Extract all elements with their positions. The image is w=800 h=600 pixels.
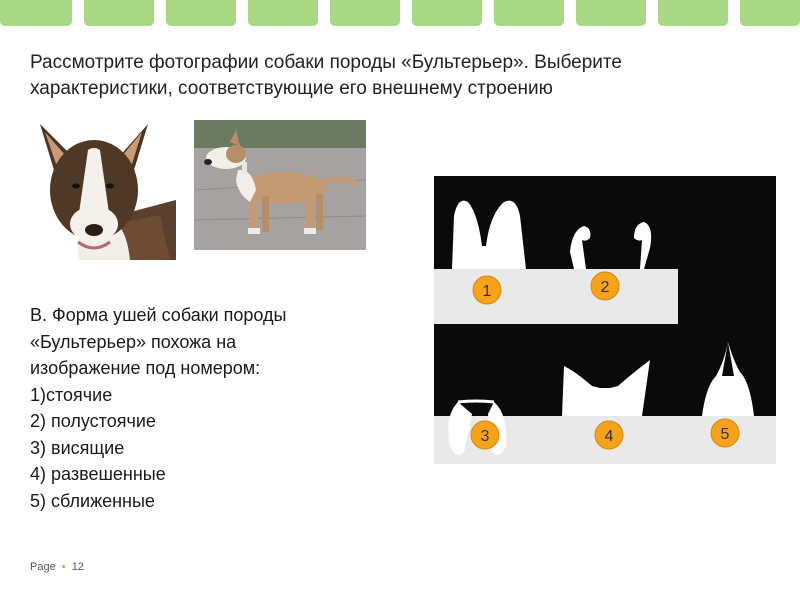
question-text: «Бультерьер» похожа на bbox=[30, 331, 237, 352]
title-line-2: характеристики, соответствующие его внешнему строению bbox=[30, 78, 553, 99]
top-decorative-bar bbox=[0, 0, 800, 30]
top-tab bbox=[576, 0, 646, 26]
top-tab bbox=[658, 0, 728, 26]
answer-option-2: 2) полустоячие bbox=[30, 411, 156, 431]
answer-option-4: 4) развешенные bbox=[30, 464, 166, 484]
ear-shapes-svg bbox=[434, 176, 776, 464]
answer-option-3: 3) висящие bbox=[30, 437, 125, 458]
page-separator: • bbox=[61, 561, 66, 573]
svg-text:5: 5 bbox=[720, 426, 730, 443]
ear-shapes-figure bbox=[434, 176, 776, 464]
ear-label-1 bbox=[473, 276, 501, 304]
bull-terrier-standing-photo bbox=[194, 120, 366, 250]
title-line-1: Рассмотрите фотографии собаки породы «Бультерьер». Выберите bbox=[30, 52, 622, 73]
ear-label-5 bbox=[711, 419, 739, 447]
svg-text:2: 2 bbox=[600, 279, 610, 296]
answer-option-1: 1)стоячие bbox=[30, 384, 113, 405]
answer-option-5: 5) сближенные bbox=[30, 490, 155, 511]
top-tab bbox=[740, 0, 800, 26]
page-footer bbox=[30, 561, 84, 573]
ear-label-3 bbox=[471, 421, 499, 449]
top-tab bbox=[84, 0, 154, 26]
page-number: 12 bbox=[71, 561, 84, 573]
question-text: изображение под номером: bbox=[30, 358, 261, 378]
svg-text:3: 3 bbox=[480, 428, 490, 445]
question-block bbox=[30, 302, 380, 514]
top-tab bbox=[248, 0, 318, 26]
slide-title bbox=[30, 50, 770, 102]
top-tab bbox=[330, 0, 400, 26]
bull-terrier-head-photo bbox=[30, 120, 176, 260]
svg-text:1: 1 bbox=[482, 283, 492, 300]
top-tab bbox=[412, 0, 482, 26]
ear-label-4 bbox=[595, 421, 623, 449]
top-tab bbox=[494, 0, 564, 26]
ear-label-2 bbox=[591, 272, 619, 300]
page-label: Page bbox=[30, 561, 56, 573]
top-tab bbox=[0, 0, 72, 26]
svg-text:4: 4 bbox=[604, 428, 614, 445]
question-text: В. Форма ушей собаки породы bbox=[30, 305, 287, 325]
top-tab bbox=[166, 0, 236, 26]
